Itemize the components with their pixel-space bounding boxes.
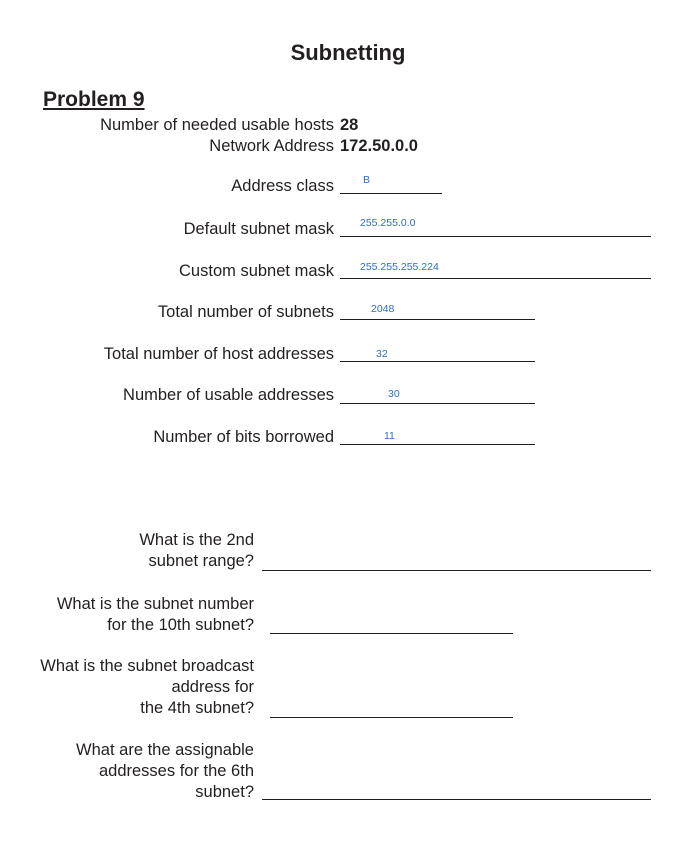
hosts-label: Number of needed usable hosts [100, 116, 334, 134]
bits-borrowed-label: Number of bits borrowed [153, 428, 334, 446]
custom-mask-label: Custom subnet mask [179, 262, 334, 280]
answer-line-6th-subnet-assignable[interactable] [262, 799, 651, 800]
default-mask-label: Default subnet mask [183, 220, 334, 238]
bits-borrowed-answer: 11 [384, 430, 395, 442]
hosts-value: 28 [340, 116, 359, 134]
bits-borrowed-line[interactable] [340, 444, 535, 445]
answer-line-10th-subnet-number[interactable] [270, 633, 513, 634]
question-2nd-subnet-range: What is the 2nd subnet range? [139, 531, 254, 570]
address-class-label: Address class [231, 177, 334, 195]
question-6th-subnet-assignable: What are the assignable addresses for the 6th subnet? [76, 741, 254, 801]
address-class-answer: B [363, 174, 371, 186]
network-label: Network Address [209, 137, 334, 155]
total-hosts-answer: 32 [376, 348, 388, 360]
default-mask-line[interactable] [340, 236, 651, 237]
total-hosts-label: Total number of host addresses [103, 345, 334, 363]
total-subnets-line[interactable] [340, 319, 535, 320]
answer-line-4th-subnet-broadcast[interactable] [270, 717, 513, 718]
custom-mask-answer: 255.255.255.224 [360, 261, 439, 273]
total-hosts-line[interactable] [340, 361, 535, 362]
network-value: 172.50.0.0 [340, 137, 418, 155]
answer-line-2nd-subnet-range[interactable] [262, 570, 651, 571]
custom-mask-line[interactable] [340, 278, 651, 279]
question-4th-subnet-broadcast: What is the subnet broadcast address for the 4th subnet? [40, 657, 254, 717]
question-10th-subnet-number: What is the subnet number for the 10th subnet? [56, 595, 254, 634]
usable-label: Number of usable addresses [123, 386, 334, 404]
default-mask-answer: 255.255.0.0 [360, 217, 416, 229]
total-subnets-answer: 2048 [371, 303, 395, 315]
usable-answer: 30 [388, 388, 400, 400]
usable-line[interactable] [340, 403, 535, 404]
total-subnets-label: Total number of subnets [157, 303, 334, 321]
problem-heading: Problem 9 [43, 88, 145, 111]
address-class-line[interactable] [340, 193, 442, 194]
page-title: Subnetting [290, 40, 406, 65]
